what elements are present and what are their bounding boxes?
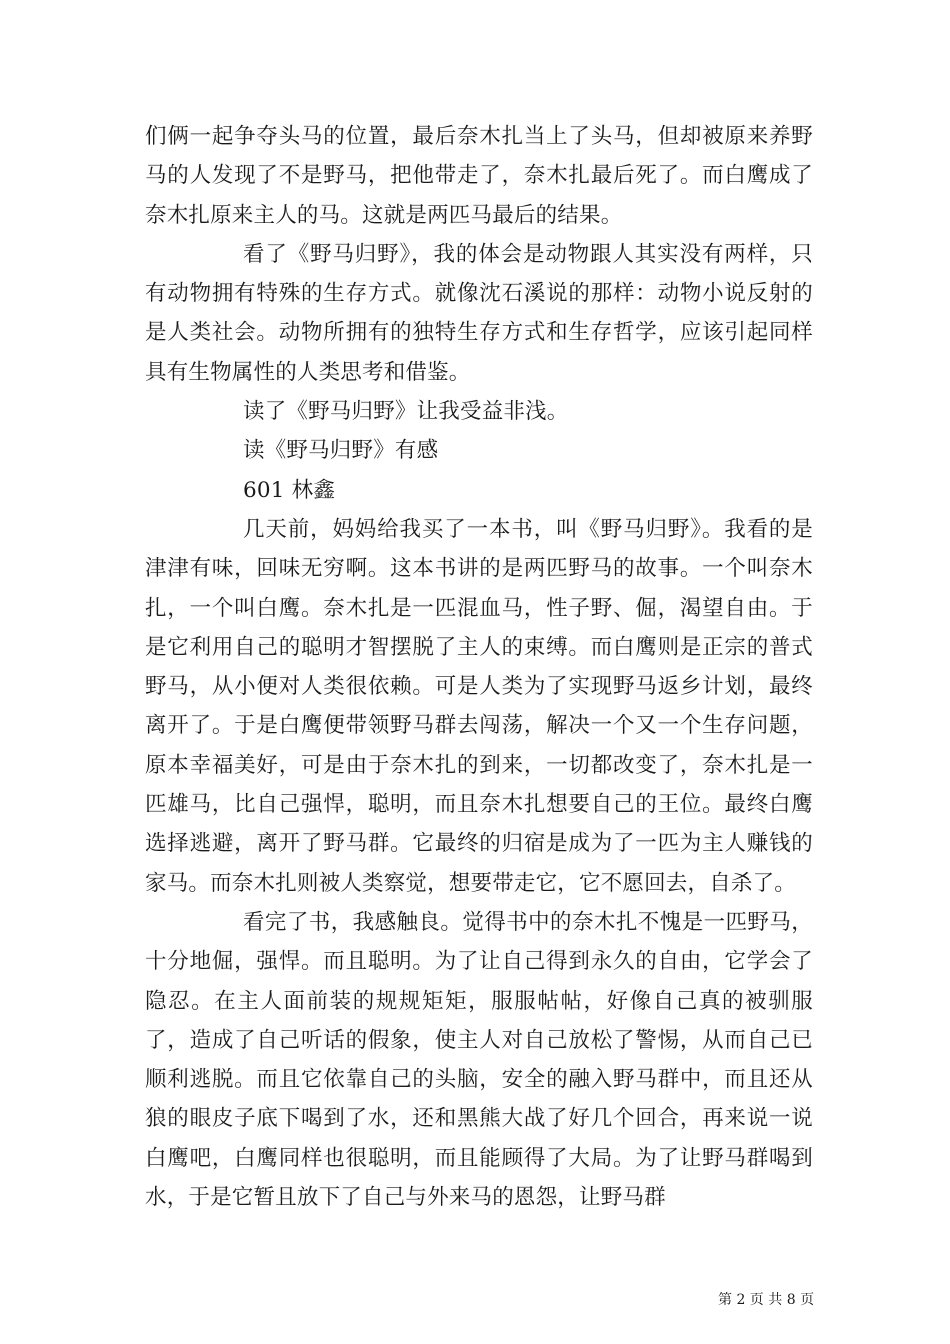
body-text (145, 117, 813, 1217)
essay-title: 读《野马归野》有感 (243, 438, 439, 464)
paragraph-reflection: 看了《野马归野》，我的体会是动物跟人其实没有两样，只有动物拥有特殊的生存方式。就像沈石溪说的那样：动物小说反射的是人类社会。动物所拥有的独特生存方式和生存哲学，应该引起同样具有生物属性的人类思考和借鉴。 (145, 241, 813, 385)
essay-author: 601 林鑫 (243, 477, 336, 503)
paragraph-summary: 几天前，妈妈给我买了一本书，叫《野马归野》。我看的是津津有味，回味无穷啊。这本书讲的是两匹野马的故事。一个叫奈木扎，一个叫白鹰。奈木扎是一匹混血马，性子野、倔，渴望自由。于是它利用自己的聪明才智摆脱了主人的束缚。而白鹰则是正宗的普式野马，从小便对人类很依赖。可是人类为了实现野马返乡计划，最终离开了。于是白鹰便带领野马群去闯荡，解决一个又一个生存问题，原本幸福美好，可是由于奈木扎的到来，一切都改变了，奈木扎是一匹雄马，比自己强悍，聪明，而且奈木扎想要自己的王位。最终白鹰选择逃避，离开了野马群。它最终的归宿是成为了一匹为主人赚钱的家马。而奈木扎则被人类察觉，想要带走它，它不愿回去，自杀了。 (145, 516, 813, 896)
paragraph-continuation: 们俩一起争夺头马的位置，最后奈木扎当上了头马，但却被原来养野马的人发现了不是野马，把他带走了，奈木扎最后死了。而白鹰成了奈木扎原来主人的马。这就是两匹马最后的结果。 (145, 124, 813, 228)
paragraph-impressions: 看完了书，我感触良。觉得书中的奈木扎不愧是一匹野马，十分地倔，强悍。而且聪明。为了让自己得到永久的自由，它学会了隐忍。在主人面前装的规规矩矩，服服帖帖，好像自己真的被驯服了，造成了自己听话的假象，使主人对自己放松了警惕，从而自己已顺利逃脱。而且它依靠自己的头脑，安全的融入野马群中，而且还从狼的眼皮子底下喝到了水，还和黑熊大战了好几个回合，再来说一说白鹰吧，白鹰同样也很聪明，而且能顾得了大局。为了让野马群喝到水，于是它暂且放下了自己与外来马的恩怨，让野马群 (145, 909, 813, 1211)
page-number-footer: 第 2 页 共 8 页 (718, 1292, 815, 1308)
paragraph-conclusion: 读了《野马归野》让我受益非浅。 (243, 399, 569, 425)
